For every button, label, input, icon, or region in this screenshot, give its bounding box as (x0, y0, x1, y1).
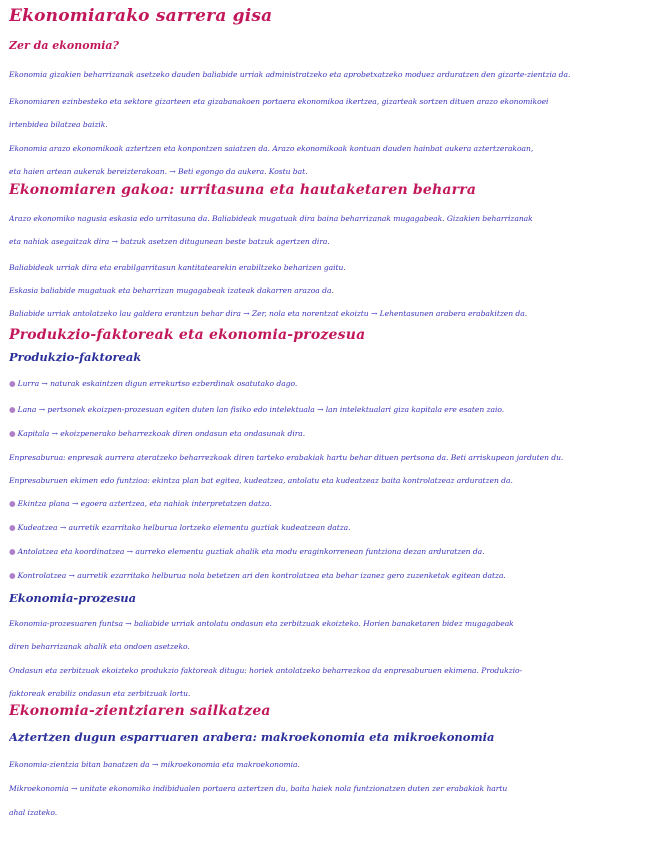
paragraph-line: diren beharrizanak ahalik eta ondoen asetzeko. (9, 642, 190, 651)
bullet-icon: ● (9, 499, 16, 508)
paragraph-line: Enpresaburua: enpresak aurrera ateratzeko beharrezkoak diren tarteko erabakiak hartu behar dituen pertsona da. Beti arriskupean jarduten du. (9, 453, 564, 462)
page-title: Ekonomiarako sarrera gisa (9, 6, 273, 26)
paragraph-line: Ekonomia-prozesuaren funtsa → baliabide urriak antolatu ondasun eta zerbitzuak ekoizteko. Horien banaketaren bidez mugagabeak (9, 619, 514, 628)
paragraph-line: Ekonomia-zientzia bitan banatzen da → mikroekonomia eta makroekonomia. (9, 760, 300, 769)
question-heading: Zer da ekonomia? (9, 39, 119, 52)
paragraph-line: Ondasun eta zerbitzuak ekoizteko produkzio faktoreak ditugu: horiek antolatzeko beharrezkoa da enpresaburuen ekimena. Produkzio- (9, 666, 522, 675)
section-heading-factors: Produkzio-faktoreak eta ekonomia-prozesua (9, 327, 366, 343)
paragraph-line: Baliabideak urriak dira eta erabilgarritasun kantitatearekin erabiltzeko beharizen gaitu. (9, 263, 346, 272)
bullet-icon: ● (9, 547, 16, 556)
paragraph-line: Arazo ekonomiko nagusia eskasia edo urritasuna da. Baliabideak mugatuak dira baina beharrizanak mugagabeak. Gizakien beharrizanak (9, 214, 533, 223)
bullet-item: ● Ekintza plana → egoera aztertzea, eta nahiak interpretatzen datza. (9, 499, 272, 508)
paragraph-line: Baliabide urriak antolatzeko lau galdera erantzun behar dira → Zer, nola eta norentzat ekoiztu → Lehentasunen arabera erabakitzen da. (9, 309, 528, 318)
paragraph-line: Mikroekonomia → unitate ekonomiko indibidualen portaera aztertzen du, baita haiek nola funtzionatzen duten zer erabakiak hartu (9, 784, 508, 793)
section-heading-classification: Ekonomia-zientziaren sailkatzea (9, 703, 271, 719)
bullet-icon: ● (9, 405, 16, 414)
bullet-icon: ● (9, 429, 16, 438)
paragraph-line: Ekonomia arazo ekonomikoak aztertzen eta konpontzen saiatzen da. Arazo ekonomikoak kontuan dauden hainbat aukera aztertzerakoan, (9, 144, 534, 153)
paragraph-line: Enpresaburuen ekimen edo funtzioa: ekintza plan bat egitea, kudeatzea, antolatu eta kudeatzeaz baita kontrolatzeaz arduratzen da. (9, 476, 513, 485)
subheading-process: Ekonomia-prozesua (9, 591, 137, 605)
bullet-item: ● Lurra → naturak eskaintzen digun errekurtso ezberdinak osatutako dago. (9, 379, 298, 388)
bullet-icon: ● (9, 379, 16, 388)
paragraph-line: Eskasia baliabide mugatuak eta beharrizan mugagabeak izateak dakarren arazoa da. (9, 286, 334, 295)
bullet-item: ● Kontrolatzea → aurretik ezarritako helburua nola betetzen ari den kontrolatzea eta behar izanez gero zuzenketak egitean datza. (9, 571, 506, 580)
subheading-classification: Aztertzen dugun esparruaren arabera: makroekonomia eta mikroekonomia (9, 730, 495, 744)
bullet-item: ● Antolatzea eta koordinatzea → aurreko elementu guztiak ahalik eta modu eraginkorrenean funtziona dezan arduratzen da. (9, 547, 485, 556)
bullet-item: ● Kapitala → ekoizpenerako beharrezkoak diren ondasun eta ondasunak dira. (9, 429, 306, 438)
paragraph-line: ahal izateko. (9, 808, 58, 817)
paragraph-line: irtenbidea bilatzea baizik. (9, 120, 108, 129)
paragraph-line: Ekonomiaren ezinbesteko eta sektore gizarteen eta gizabanakoen portaera ekonomikoa ikertzea, gizarteak sortzen dituen arazo ekonomikoei (9, 97, 549, 106)
paragraph-line: Ekonomia gizakien beharrizanak asetzeko dauden baliabide urriak administratzeko eta aprobetxatzeko moduez arduratzen den gizarte-zientzia da. (9, 70, 571, 79)
paragraph-line: faktoreak erabiliz ondasun eta zerbitzuak lortu. (9, 689, 191, 698)
bullet-icon: ● (9, 571, 16, 580)
paragraph-line: eta haien artean aukerak bereizterakoan. → Beti egongo da aukera. Kostu bat. (9, 167, 308, 176)
bullet-item: ● Kudeatzea → aurretik ezarritako helburua lortzeko elementu guztiak kudeatzean datza. (9, 523, 351, 532)
paragraph-line: eta nahiak asegaitzak dira → batzuk asetzen ditugunean beste batzuk agertzen dira. (9, 237, 330, 246)
bullet-item: ● Lana → pertsonek ekoizpen-prozesuan egiten duten lan fisiko edo intelektuala → lan intelektualari giza kapitala ere esaten zaio. (9, 405, 505, 414)
section-heading-goals: Ekonomiaren gakoa: urritasuna eta hautaketaren beharra (9, 182, 477, 198)
bullet-icon: ● (9, 523, 16, 532)
subheading-factors: Produkzio-faktoreak (9, 350, 142, 364)
